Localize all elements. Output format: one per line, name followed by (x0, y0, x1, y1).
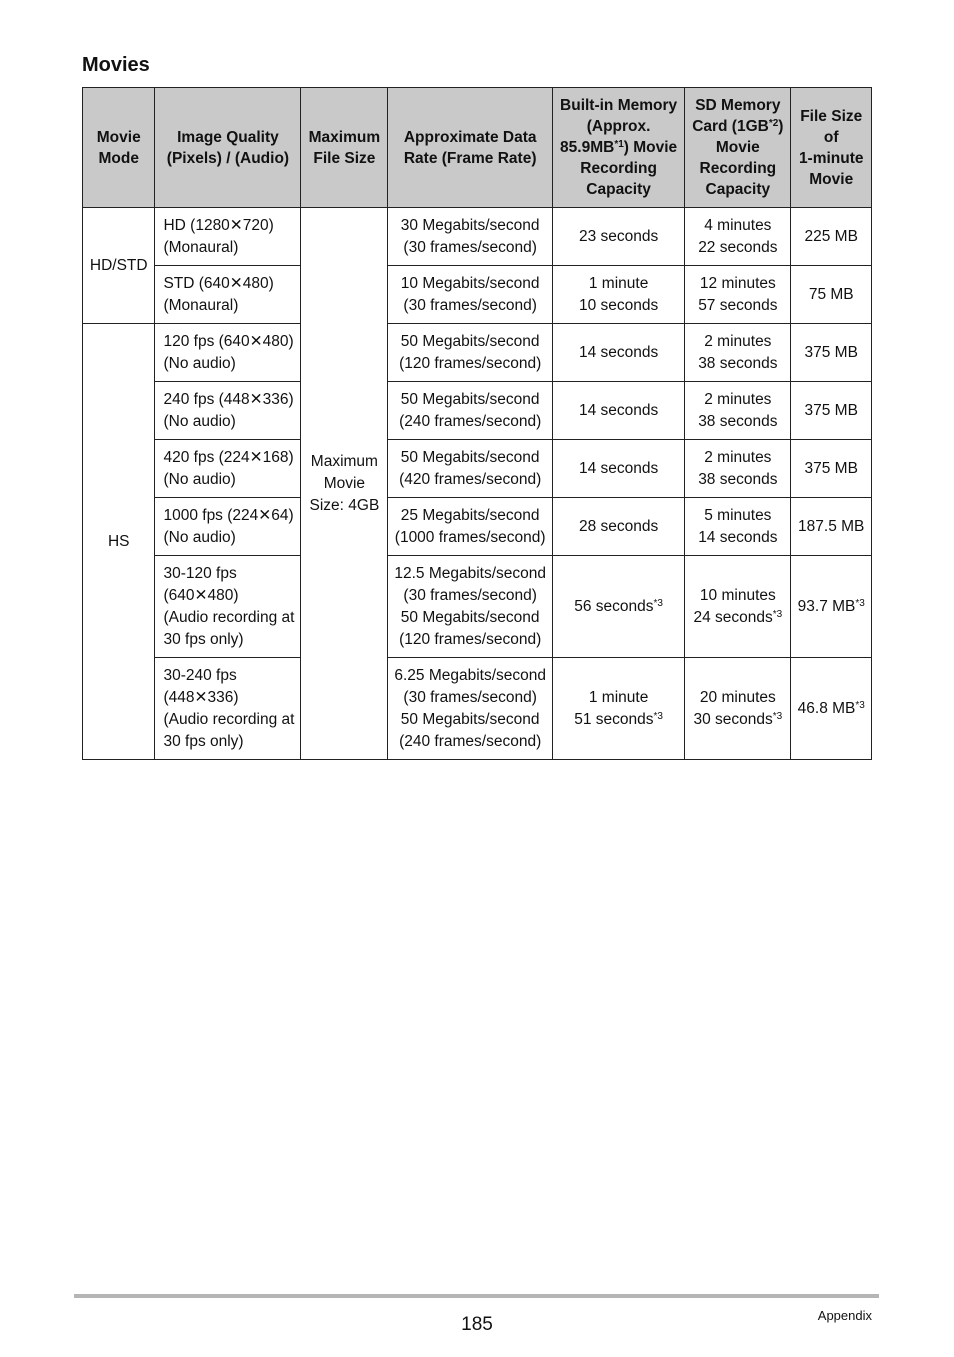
footnote-marker: *3 (772, 608, 783, 620)
table-header-row (83, 88, 872, 208)
builtin-cell: 23 seconds (553, 208, 685, 266)
quality-cell: HD (1280✕720) (Monaural) (155, 208, 301, 266)
table-row (83, 498, 872, 556)
rate-cell: 25 Megabits/second (1000 frames/second) (388, 498, 553, 556)
sd-cell: 5 minutes 14 seconds (685, 498, 791, 556)
table-row (83, 440, 872, 498)
footer-divider (74, 1294, 879, 1298)
rate-cell: 6.25 Megabits/second (30 frames/second) 50 Megabits/second (240 frames/second) (388, 658, 553, 760)
mode-cell-hs: HS (83, 324, 155, 760)
rate-cell: 50 Megabits/second (420 frames/second) (388, 440, 553, 498)
size-cell: 46.8 MB$^{*3}$ (791, 658, 872, 760)
sd-cell: 2 minutes 38 seconds (685, 324, 791, 382)
movie-spec-table (82, 87, 872, 760)
sd-cell: 2 minutes 38 seconds (685, 440, 791, 498)
builtin-cell: 14 seconds (553, 324, 685, 382)
rate-cell: 50 Megabits/second (120 frames/second) (388, 324, 553, 382)
footnote-marker: *3 (772, 710, 783, 722)
table-row (83, 266, 872, 324)
quality-cell: 30-120 fps (640✕480) (Audio recording at 30 fps only) (155, 556, 301, 658)
size-cell: 93.7 MB$^{*3}$ (791, 556, 872, 658)
builtin-cell: 56 seconds$^{*3}$ (553, 556, 685, 658)
sd-cell: 4 minutes 22 seconds (685, 208, 791, 266)
header-movie-mode: Movie Mode (83, 88, 155, 208)
size-cell: 375 MB (791, 382, 872, 440)
section-name: Appendix (817, 1308, 872, 1323)
builtin-cell: 28 seconds (553, 498, 685, 556)
table-row (83, 658, 872, 760)
size-cell: 375 MB (791, 324, 872, 382)
header-max-file-size: Maximum File Size (301, 88, 388, 208)
quality-cell: 240 fps (448✕336) (No audio) (155, 382, 301, 440)
rate-cell: 30 Megabits/second (30 frames/second) (388, 208, 553, 266)
header-file-size-1min: File Size of 1-minute Movie (791, 88, 872, 208)
header-data-rate: Approximate Data Rate (Frame Rate) (388, 88, 553, 208)
sd-cell: 10 minutes 24 seconds$^{*3}$ (685, 556, 791, 658)
quality-cell: 420 fps (224✕168) (No audio) (155, 440, 301, 498)
size-cell: 187.5 MB (791, 498, 872, 556)
table-row (83, 324, 872, 382)
size-cell: 75 MB (791, 266, 872, 324)
header-builtin-memory: Built-in Memory (Approx. 85.9MB$^{*1}$) Movie Recording Capacity (553, 88, 685, 208)
footnote-marker: *3 (653, 597, 663, 609)
header-image-quality: Image Quality (Pixels) / (Audio) (155, 88, 301, 208)
page-number: 185 (461, 1314, 493, 1335)
quality-cell: 120 fps (640✕480) (No audio) (155, 324, 301, 382)
footnote-marker: *3 (855, 699, 865, 711)
footnote-marker: *1 (614, 139, 624, 150)
footnote-marker: *2 (768, 118, 779, 129)
footnote-marker: *3 (855, 597, 865, 609)
table-row (83, 208, 872, 266)
sd-cell: 12 minutes 57 seconds (685, 266, 791, 324)
builtin-cell: 14 seconds (553, 440, 685, 498)
rate-cell: 50 Megabits/second (240 frames/second) (388, 382, 553, 440)
builtin-cell: 1 minute 10 seconds (553, 266, 685, 324)
size-cell: 225 MB (791, 208, 872, 266)
max-size-cell: Maximum Movie Size: 4GB (301, 208, 388, 760)
rate-cell: 12.5 Megabits/second (30 frames/second) 50 Megabits/second (120 frames/second) (388, 556, 553, 658)
table-row (83, 382, 872, 440)
sd-cell: 2 minutes 38 seconds (685, 382, 791, 440)
rate-cell: 10 Megabits/second (30 frames/second) (388, 266, 553, 324)
builtin-cell: 1 minute 51 seconds$^{*3}$ (553, 658, 685, 760)
quality-cell: 1000 fps (224✕64) (No audio) (155, 498, 301, 556)
mode-cell-hdstd: HD/STD (83, 208, 155, 324)
quality-cell: STD (640✕480) (Monaural) (155, 266, 301, 324)
footnote-marker: *3 (653, 710, 663, 722)
page-heading: Movies (82, 54, 150, 76)
sd-cell: 20 minutes 30 seconds$^{*3}$ (685, 658, 791, 760)
builtin-cell: 14 seconds (553, 382, 685, 440)
header-sd-card: SD Memory Card (1GB$^{*2}$) Movie Recording Capacity (685, 88, 791, 208)
table-row (83, 556, 872, 658)
size-cell: 375 MB (791, 440, 872, 498)
quality-cell: 30-240 fps (448✕336) (Audio recording at 30 fps only) (155, 658, 301, 760)
